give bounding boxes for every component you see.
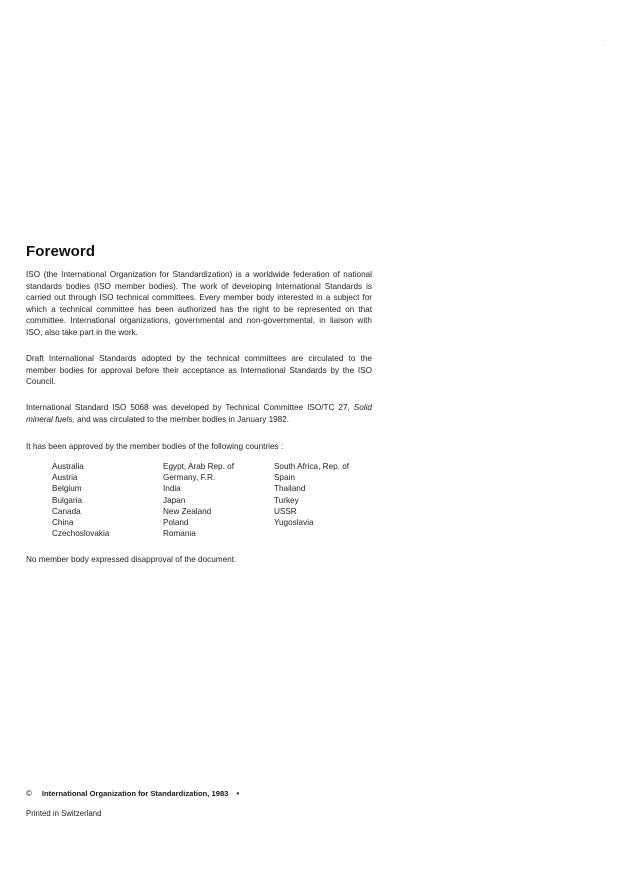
- country-item: Belgium: [52, 484, 82, 494]
- country-item: Thailand: [273, 484, 306, 494]
- page-title: Foreword: [26, 243, 96, 260]
- scan-speck: [597, 613, 598, 614]
- country-item: South Africa, Rep. of: [273, 462, 350, 471]
- country-item: Australia: [52, 462, 84, 471]
- scan-speck: [412, 213, 413, 214]
- disapproval-note: No member body expressed disapproval of the document.: [26, 555, 237, 564]
- country-item: Turkey: [273, 495, 299, 505]
- foreword-paragraph-2: Draft International Standards adopted by the technical committees are circulated to the member bodies for approval before their acceptance as International Standards by the ISO Council.: [26, 354, 372, 387]
- copyright-icon: ©: [26, 789, 32, 798]
- country-list: [52, 461, 382, 539]
- country-item: Germany, F.R.: [162, 473, 216, 483]
- paragraph-3-text-end: and was circulated to the member bodies in January 1982.: [74, 414, 290, 424]
- scan-speck: [604, 40, 605, 41]
- country-item: Romania: [162, 529, 196, 539]
- copyright-line: [26, 789, 239, 798]
- country-item: Poland: [162, 518, 189, 528]
- committee-title: Solid mineral fuels,: [26, 403, 372, 424]
- scan-speck: [12, 714, 13, 715]
- country-item: Yugoslavia: [273, 518, 314, 528]
- country-item: New Zealand: [162, 506, 212, 516]
- copyright-text: International Organization for Standardization, 1983: [41, 789, 229, 798]
- foreword-paragraph-3: [26, 402, 372, 425]
- country-column-2: [163, 461, 274, 539]
- country-item: Bulgaria: [52, 495, 83, 505]
- country-item: Egypt, Arab Rep. of: [162, 462, 234, 471]
- bullet-icon: •: [236, 789, 240, 798]
- foreword-paragraph-1: ISO (the International Organization for Standardization) is a worldwide federation of national standards bodies (ISO member bodies). The work of developing International Standards is carried out through ISO technical committees. Every member body interested in a subject for which a technical committee has been authorized has the right to be represented on that committee. International organizations, governmental and non-governmental, in liaison with ISO, also take part in the work.: [26, 270, 372, 337]
- country-item: USSR: [273, 506, 297, 516]
- country-item: China: [52, 518, 74, 528]
- country-item: Canada: [52, 506, 81, 516]
- country-column-1: [52, 461, 163, 539]
- paragraph-3-text-start: International Standard ISO 5068 was developed by Technical Committee ISO/TC 27,: [26, 403, 354, 412]
- printed-in-note: Printed in Switzerland: [26, 809, 102, 818]
- country-item: Czechoslovakia: [52, 529, 110, 539]
- country-column-3: [274, 461, 382, 539]
- country-item: Austria: [52, 473, 78, 483]
- approval-intro: It has been approved by the member bodies of the following countries :: [26, 442, 284, 451]
- country-item: Japan: [162, 495, 186, 505]
- country-item: India: [162, 484, 181, 494]
- scan-speck: [436, 498, 437, 499]
- country-item: Spain: [273, 473, 295, 483]
